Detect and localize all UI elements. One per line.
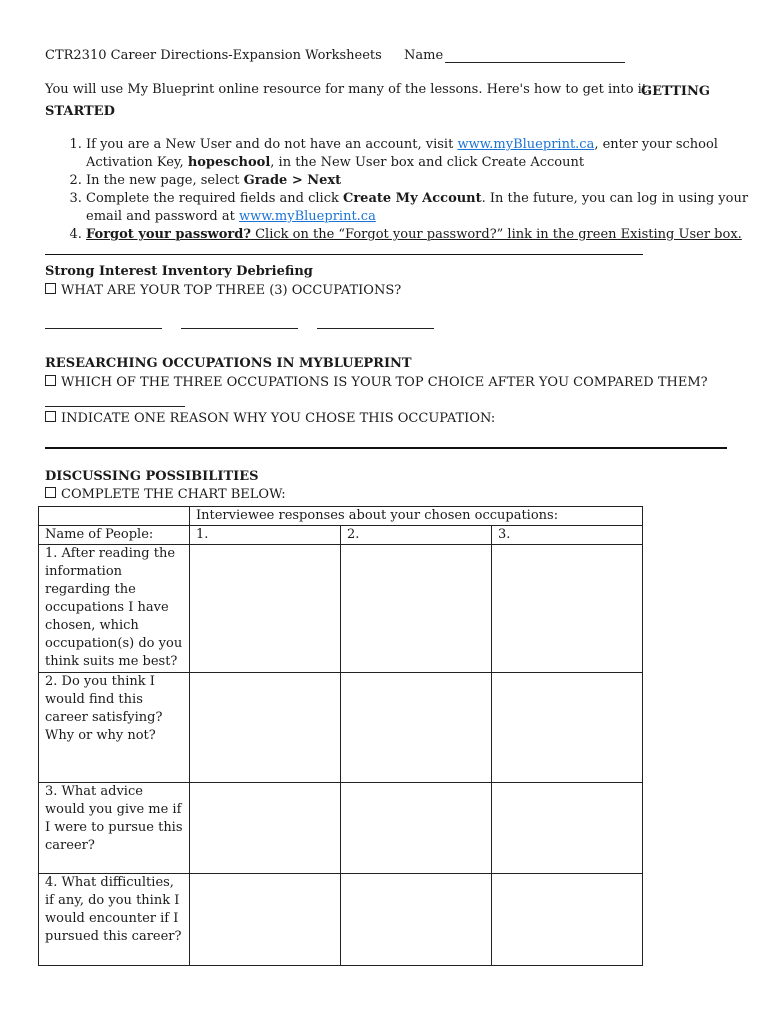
responses-chart (38, 506, 643, 966)
step-2: 2. In the new page, select Grade > Next (86, 172, 766, 190)
top-choice-field[interactable] (45, 406, 185, 407)
column-3-header[interactable]: 3. (492, 526, 643, 545)
step-1: 1. If you are a New User and do not have an account, visit www.myBlueprint.ca, enter your school Activation Key, hopeschool, in the New User box and click Create Account (86, 136, 766, 172)
occupation-1-field[interactable] (45, 328, 162, 329)
response-cell[interactable] (341, 673, 492, 783)
response-cell[interactable] (492, 874, 643, 966)
question-cell: 2. Do you think I would find this career satisfying? Why or why not? (39, 673, 190, 783)
intro-bold-wrap (45, 82, 715, 122)
occupation-2-field[interactable] (181, 328, 298, 329)
response-cell[interactable] (190, 783, 341, 874)
question-cell: 3. What advice would you give me if I were to pursue this career? (39, 783, 190, 874)
question-reason: INDICATE ONE REASON WHY YOU CHOSE THIS OCCUPATION: (45, 411, 495, 426)
response-cell[interactable] (190, 874, 341, 966)
activation-key: hopeschool (187, 155, 271, 170)
question-cell: 4. What difficulties, if any, do you think I would encounter if I pursued this career? (39, 874, 190, 966)
reason-field[interactable] (45, 447, 727, 449)
name-of-people-label: Name of People: (39, 526, 190, 545)
response-cell[interactable] (492, 783, 643, 874)
question-top-choice: WHICH OF THE THREE OCCUPATIONS IS YOUR TOP CHOICE AFTER YOU COMPARED THEM? (45, 375, 708, 390)
checkbox-icon[interactable] (45, 375, 56, 386)
response-cell[interactable] (341, 874, 492, 966)
section-researching-heading: RESEARCHING OCCUPATIONS IN MYBLUEPRINT (45, 356, 412, 371)
checkbox-icon[interactable] (45, 411, 56, 422)
step-4: 4. Forgot your password? Click on the “Forgot your password?” link in the green Existing User box. (86, 226, 766, 244)
response-cell[interactable] (341, 545, 492, 673)
response-cell[interactable] (492, 673, 643, 783)
section-strong-interest-heading: Strong Interest Inventory Debriefing (45, 264, 313, 279)
interviewee-header: Interviewee responses about your chosen occupations: (190, 507, 643, 526)
response-cell[interactable] (190, 673, 341, 783)
chart-instruction: COMPLETE THE CHART BELOW: (45, 487, 286, 502)
table-row (39, 673, 643, 783)
table-row (39, 874, 643, 966)
worksheet-title: CTR2310 Career Directions-Expansion Worksheets (45, 48, 382, 63)
question-top-three: WHAT ARE YOUR TOP THREE (3) OCCUPATIONS? (45, 283, 401, 298)
table-row (39, 545, 643, 673)
getting-started-label: GETTING STARTED (45, 84, 710, 119)
name-field[interactable] (445, 62, 625, 63)
occupation-3-field[interactable] (317, 328, 434, 329)
question-cell: 1. After reading the information regarding the occupations I have chosen, which occupation(s) do you think suits me best? (39, 545, 190, 673)
blank-header-cell (39, 507, 190, 526)
setup-steps (62, 136, 766, 244)
myblueprint-link[interactable]: www.myBlueprint.ca (457, 137, 595, 152)
checkbox-icon[interactable] (45, 487, 56, 498)
checkbox-icon[interactable] (45, 283, 56, 294)
response-cell[interactable] (492, 545, 643, 673)
myblueprint-link-2[interactable]: www.myBlueprint.ca (238, 209, 376, 224)
table-row (39, 783, 643, 874)
response-cell[interactable] (341, 783, 492, 874)
step-3: 3. Complete the required fields and click Create My Account. In the future, you can log in using your email and password at www.myBlueprint.ca (86, 190, 766, 226)
column-2-header[interactable]: 2. (341, 526, 492, 545)
column-1-header[interactable]: 1. (190, 526, 341, 545)
divider-1 (45, 254, 643, 255)
intro-text: You will use My Blueprint online resource for many of the lessons. Here's how to get into it: (45, 82, 652, 97)
response-cell[interactable] (190, 545, 341, 673)
section-discussing-heading: DISCUSSING POSSIBILITIES (45, 469, 259, 484)
name-label: Name (404, 48, 444, 63)
